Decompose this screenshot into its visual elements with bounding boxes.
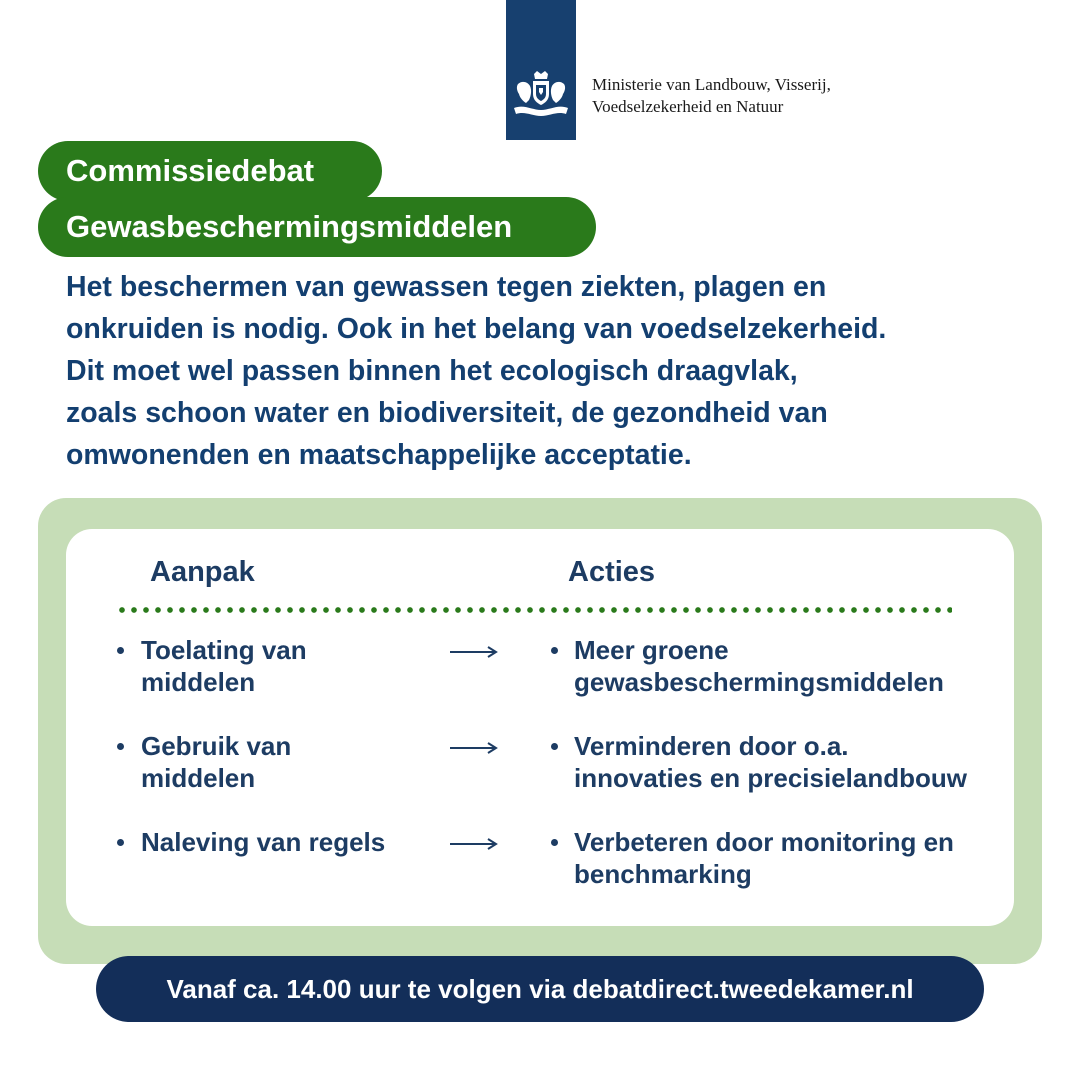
intro-line: omwonenden en maatschappelijke acceptatie. (66, 439, 692, 471)
column-header-aanpak: Aanpak (150, 556, 255, 588)
bullet-icon (551, 647, 558, 654)
intro-line: Dit moet wel passen binnen het ecologisch draagvlak, (66, 355, 798, 387)
intro-paragraph (66, 266, 1026, 476)
actie-line: innovaties en precisielandbouw (574, 763, 967, 793)
table-row (0, 826, 1080, 906)
arrow-right-icon (450, 837, 498, 851)
intro-line: onkruiden is nodig. Ook in het belang van voedselzekerheid. (66, 313, 887, 345)
actie-line: Meer groene (574, 635, 729, 665)
actie-cell (574, 634, 944, 698)
aanpak-line: Gebruik van (141, 731, 292, 761)
actie-cell (574, 826, 954, 890)
bullet-icon (551, 743, 558, 750)
aanpak-line: middelen (141, 763, 256, 793)
title-pill-1: Commissiedebat (38, 141, 382, 201)
aanpak-line: Toelating van (141, 635, 307, 665)
bullet-icon (117, 647, 124, 654)
table-row (0, 730, 1080, 810)
bullet-icon (117, 743, 124, 750)
ministry-name-line-1: Ministerie van Landbouw, Visserij, (592, 75, 831, 94)
coat-of-arms-icon (510, 70, 572, 122)
ministry-name (592, 74, 831, 118)
actie-line: Verminderen door o.a. (574, 731, 849, 761)
arrow-right-icon (450, 645, 498, 659)
aanpak-cell (141, 634, 307, 698)
column-header-acties: Acties (568, 556, 656, 588)
aanpak-cell (141, 826, 385, 858)
table-row (0, 634, 1080, 714)
intro-line: zoals schoon water en biodiversiteit, de gezondheid van (66, 397, 828, 429)
actie-cell (574, 730, 967, 794)
actie-line: gewasbeschermingsmiddelen (574, 667, 944, 697)
government-logo (506, 0, 576, 140)
arrow-right-icon (450, 741, 498, 755)
actie-line: Verbeteren door monitoring en (574, 827, 954, 857)
aanpak-line: middelen (141, 667, 256, 697)
bullet-icon (551, 839, 558, 846)
aanpak-cell (141, 730, 291, 794)
title-pill-2: Gewasbeschermingsmiddelen (38, 197, 596, 257)
actie-line: benchmarking (574, 859, 752, 889)
bullet-icon (117, 839, 124, 846)
dotted-divider (116, 606, 952, 614)
intro-line: Het beschermen van gewassen tegen ziekten, plagen en (66, 271, 827, 303)
ministry-name-line-2: Voedselzekerheid en Natuur (592, 97, 784, 116)
footer-banner: Vanaf ca. 14.00 uur te volgen via debatdirect.tweedekamer.nl (96, 956, 984, 1022)
aanpak-line: Naleving van regels (141, 827, 386, 857)
